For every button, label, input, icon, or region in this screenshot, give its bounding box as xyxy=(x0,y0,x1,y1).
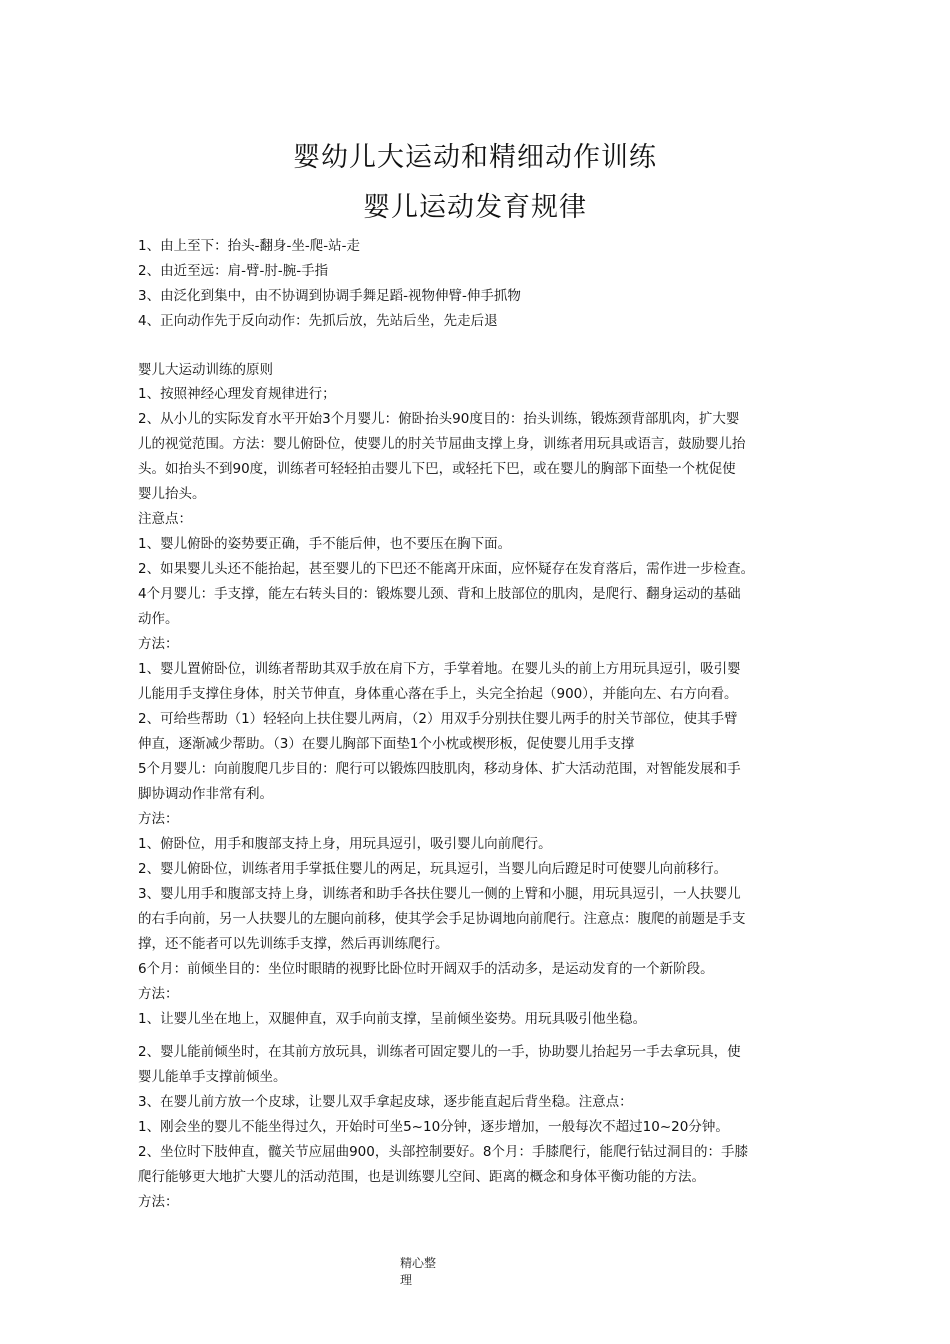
text-line: 1、由上至下：抬头-翻身-坐-爬-站-走 xyxy=(138,238,360,254)
text-line: 撑，还不能者可以先训练手支撑，然后再训练爬行。 xyxy=(138,936,449,952)
text-line: 6个月：前倾坐目的：坐位时眼睛的视野比卧位时开阔双手的活动多，是运动发育的一个新阶段。 xyxy=(138,961,714,977)
text-line: 的右手向前，另一人扶婴儿的左腿向前移，使其学会手足协调地向前爬行。注意点：腹爬的前题是手支 xyxy=(138,911,746,927)
text-line: 2、由近至远：肩-臂-肘-腕-手指 xyxy=(138,263,329,279)
text-line: 3、由泛化到集中，由不协调到协调手舞足蹈-视物伸臂-伸手抓物 xyxy=(138,288,521,304)
text-line: 1、婴儿俯卧的姿势要正确，手不能后伸，也不要压在胸下面。 xyxy=(138,536,512,552)
text-line: 注意点： xyxy=(138,511,192,527)
text-line: 2、可给些帮助（1）轻轻向上扶住婴儿两肩，（2）用双手分别扶住婴儿两手的肘关节部位，使其手臂 xyxy=(138,711,738,727)
footer-text: 精心整 xyxy=(400,1256,437,1270)
subsection-heading: 婴儿大运动训练的原则 xyxy=(138,362,273,378)
text-line: 伸直，逐渐减少帮助。（3）在婴儿胸部下面垫1个小枕或楔形板，促使婴儿用手支撑 xyxy=(138,736,635,752)
text-line: 婴儿抬头。 xyxy=(138,486,206,502)
page-footer xyxy=(400,1255,460,1289)
text-line: 2、坐位时下肢伸直，髋关节应屈曲900，头部控制要好。8个月：手膝爬行，能爬行钻过洞目的：手膝 xyxy=(138,1144,748,1160)
text-line: 儿能用手支撑住身体，肘关节伸直，身体重心落在手上，头完全抬起（900），并能向左、右方向看。 xyxy=(138,686,738,702)
text-line: 爬行能够更大地扩大婴儿的活动范围，也是训练婴儿空间、距离的概念和身体平衡功能的方法。 xyxy=(138,1169,705,1185)
text-line: 3、在婴儿前方放一个皮球，让婴儿双手拿起皮球，逐步能直起后背坐稳。注意点： xyxy=(138,1094,633,1110)
text-line: 婴儿能单手支撑前倾坐。 xyxy=(138,1069,287,1085)
text-line: 1、让婴儿坐在地上，双腿伸直，双手向前支撑，呈前倾坐姿势。用玩具吸引他坐稳。 xyxy=(138,1011,647,1027)
text-line: 2、如果婴儿头还不能抬起，甚至婴儿的下巴还不能离开床面，应怀疑存在发育落后，需作进一步检查。 xyxy=(138,561,755,577)
text-line: 4、正向动作先于反向动作：先抓后放，先站后坐，先走后退 xyxy=(138,313,498,329)
text-line: 1、刚会坐的婴儿不能坐得过久，开始时可坐5~10分钟，逐步增加，一般每次不超过10~20分钟。 xyxy=(138,1119,729,1135)
text-line: 3、婴儿用手和腹部支持上身，训练者和助手各扶住婴儿一侧的上臂和小腿，用玩具逗引，一人扶婴儿 xyxy=(138,886,741,902)
text-line: 方法： xyxy=(138,986,179,1002)
text-line: 5个月婴儿：向前腹爬几步目的：爬行可以锻炼四肢肌肉，移动身体、扩大活动范围，对智能发展和手 xyxy=(138,761,741,777)
text-line: 方法： xyxy=(138,636,179,652)
text-line: 方法： xyxy=(138,1194,179,1210)
text-line: 方法： xyxy=(138,811,179,827)
text-line: 2、婴儿能前倾坐时，在其前方放玩具，训练者可固定婴儿的一手，协助婴儿抬起另一手去拿玩具，使 xyxy=(138,1044,741,1060)
text-line: 脚协调动作非常有利。 xyxy=(138,786,273,802)
text-line: 1、俯卧位，用手和腹部支持上身，用玩具逗引，吸引婴儿向前爬行。 xyxy=(138,836,552,852)
text-line: 头。如抬头不到90度，训练者可轻轻拍击婴儿下巴，或轻托下巴，或在婴儿的胸部下面垫一个枕促使 xyxy=(138,461,736,477)
text-line: 2、婴儿俯卧位，训练者用手掌抵住婴儿的两足，玩具逗引，当婴儿向后蹬足时可使婴儿向前移行。 xyxy=(138,861,728,877)
text-line: 儿的视觉范围。方法：婴儿俯卧位，使婴儿的肘关节屈曲支撑上身，训练者用玩具或语言，鼓励婴儿抬 xyxy=(138,436,746,452)
text-line: 1、按照神经心理发育规律进行； xyxy=(138,386,336,402)
footer-text: 理 xyxy=(400,1273,413,1287)
text-line: 动作。 xyxy=(138,611,179,627)
text-line: 1、婴儿置俯卧位，训练者帮助其双手放在肩下方，手掌着地。在婴儿头的前上方用玩具逗引，吸引婴 xyxy=(138,661,741,677)
text-line: 2、从小儿的实际发育水平开始3个月婴儿：俯卧抬头90度目的：抬头训练，锻炼颈背部肌肉，扩大婴 xyxy=(138,411,740,427)
document-title: 婴幼儿大运动和精细动作训练 xyxy=(293,142,657,173)
section-title: 婴儿运动发育规律 xyxy=(363,192,587,223)
text-line: 4个月婴儿：手支撑，能左右转头目的：锻炼婴儿颈、背和上肢部位的肌肉，是爬行、翻身运动的基础 xyxy=(138,586,741,602)
